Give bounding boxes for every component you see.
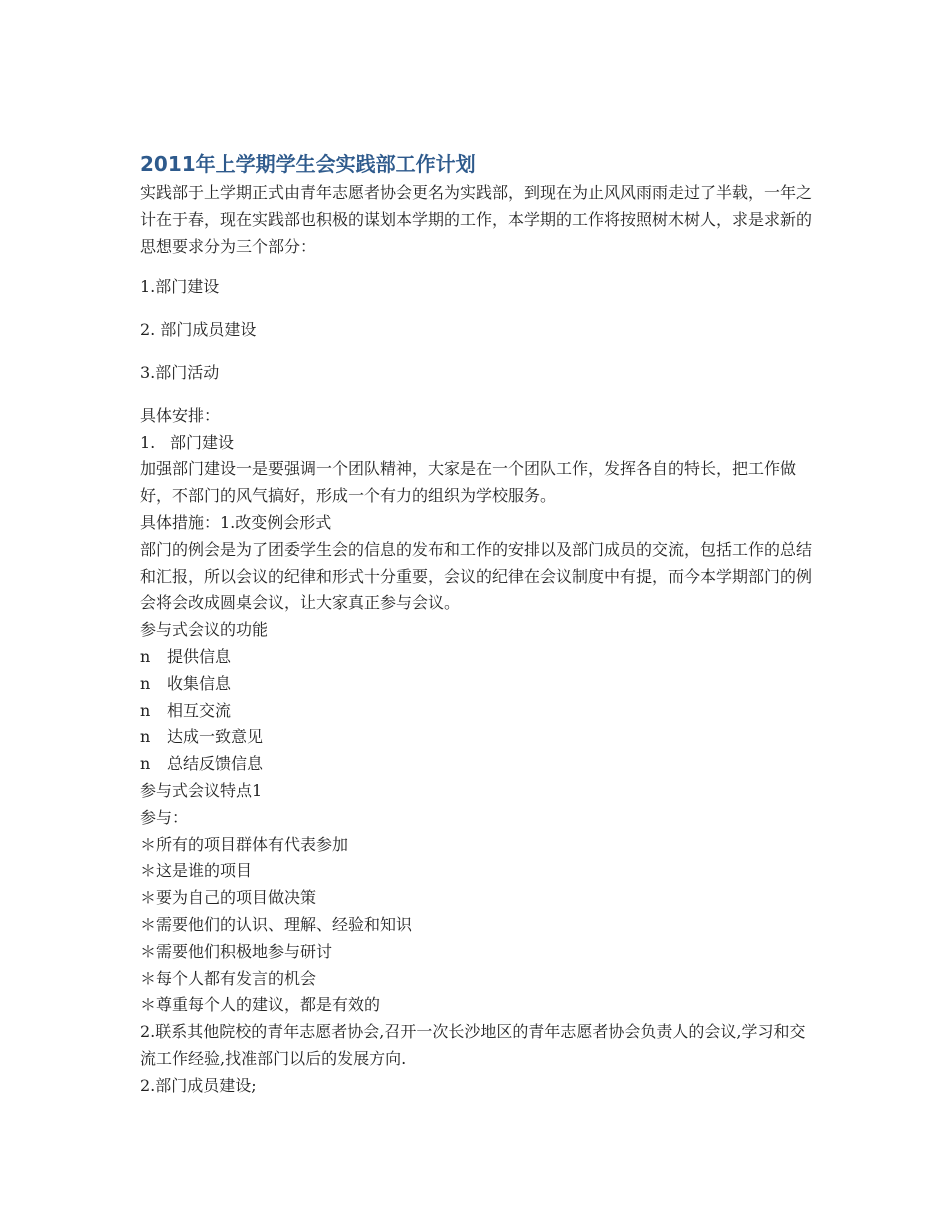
outline-item-2: 2. 部门成员建设 <box>140 320 257 340</box>
outline-item-3: 3.部门活动 <box>140 362 220 382</box>
bullet-mark: n <box>140 754 151 774</box>
section-label: 部门建设 <box>170 432 235 452</box>
participation-item: ＊尊重每个人的建议，都是有效的 <box>140 995 381 1015</box>
participation-item: ＊这是谁的项目 <box>140 861 253 881</box>
participation-item: ＊每个人都有发言的机会 <box>140 968 317 988</box>
meeting-paragraph: 部门的例会是为了团委学生会的信息的发布和工作的安排以及部门成员的交流，包括工作的总结和汇报，所以会议的纪律和形式十分重要，会议的纪律在会议制度中有提，而今本学期部门的例会将会改成圆桌会议，让大家真正参与会议。 <box>140 539 813 613</box>
outline-item-1: 1.部门建设 <box>140 277 220 297</box>
function-item <box>140 644 820 671</box>
function-item <box>140 751 820 778</box>
section-heading-department-building <box>140 430 820 457</box>
document-title: 2011年上学期学生会实践部工作计划 <box>140 152 476 176</box>
member-building-heading: 2.部门成员建设; <box>140 1075 257 1095</box>
function-text: 收集信息 <box>167 673 232 693</box>
measures-line: 具体措施：1.改变例会形式 <box>140 512 332 532</box>
function-item <box>140 671 820 698</box>
bullet-mark: n <box>140 646 151 666</box>
function-text: 总结反馈信息 <box>167 754 264 774</box>
functions-title: 参与式会议的功能 <box>140 620 269 640</box>
participation-item: ＊需要他们的认识、理解、经验和知识 <box>140 914 413 934</box>
bullet-mark: n <box>140 673 151 693</box>
participation-item: ＊需要他们积极地参与研讨 <box>140 941 333 961</box>
participation-label: 参与： <box>140 807 189 827</box>
participation-item: ＊所有的项目群体有代表参加 <box>140 834 349 854</box>
function-text: 提供信息 <box>167 646 232 666</box>
function-text: 达成一致意见 <box>167 727 264 747</box>
features-title: 参与式会议特点1 <box>140 780 263 800</box>
document-page <box>140 150 820 1100</box>
contact-other-schools-paragraph: 2.联系其他院校的青年志愿者协会,召开一次长沙地区的青年志愿者协会负责人的会议,学习和交流工作经验,找准部门以后的发展方向. <box>140 1022 806 1068</box>
function-text: 相互交流 <box>167 700 232 720</box>
intro-paragraph: 实践部于上学期正式由青年志愿者协会更名为实践部，到现在为止风风雨雨走过了半载，一年之计在于春，现在实践部也积极的谋划本学期的工作，本学期的工作将按照树木树人，求是求新的思想要求分为三个部分： <box>140 183 813 256</box>
specific-arrangement-label: 具体安排： <box>140 405 221 425</box>
bullet-mark: n <box>140 727 151 747</box>
department-building-paragraph: 加强部门建设一是要强调一个团队精神，大家是在一个团队工作，发挥各自的特长，把工作做好，不部门的风气搞好，形成一个有力的组织为学校服务。 <box>140 459 797 506</box>
participation-item: ＊要为自己的项目做决策 <box>140 888 317 908</box>
function-item <box>140 698 820 725</box>
bullet-mark: n <box>140 700 151 720</box>
section-number: 1. <box>140 432 156 452</box>
function-item <box>140 724 820 751</box>
